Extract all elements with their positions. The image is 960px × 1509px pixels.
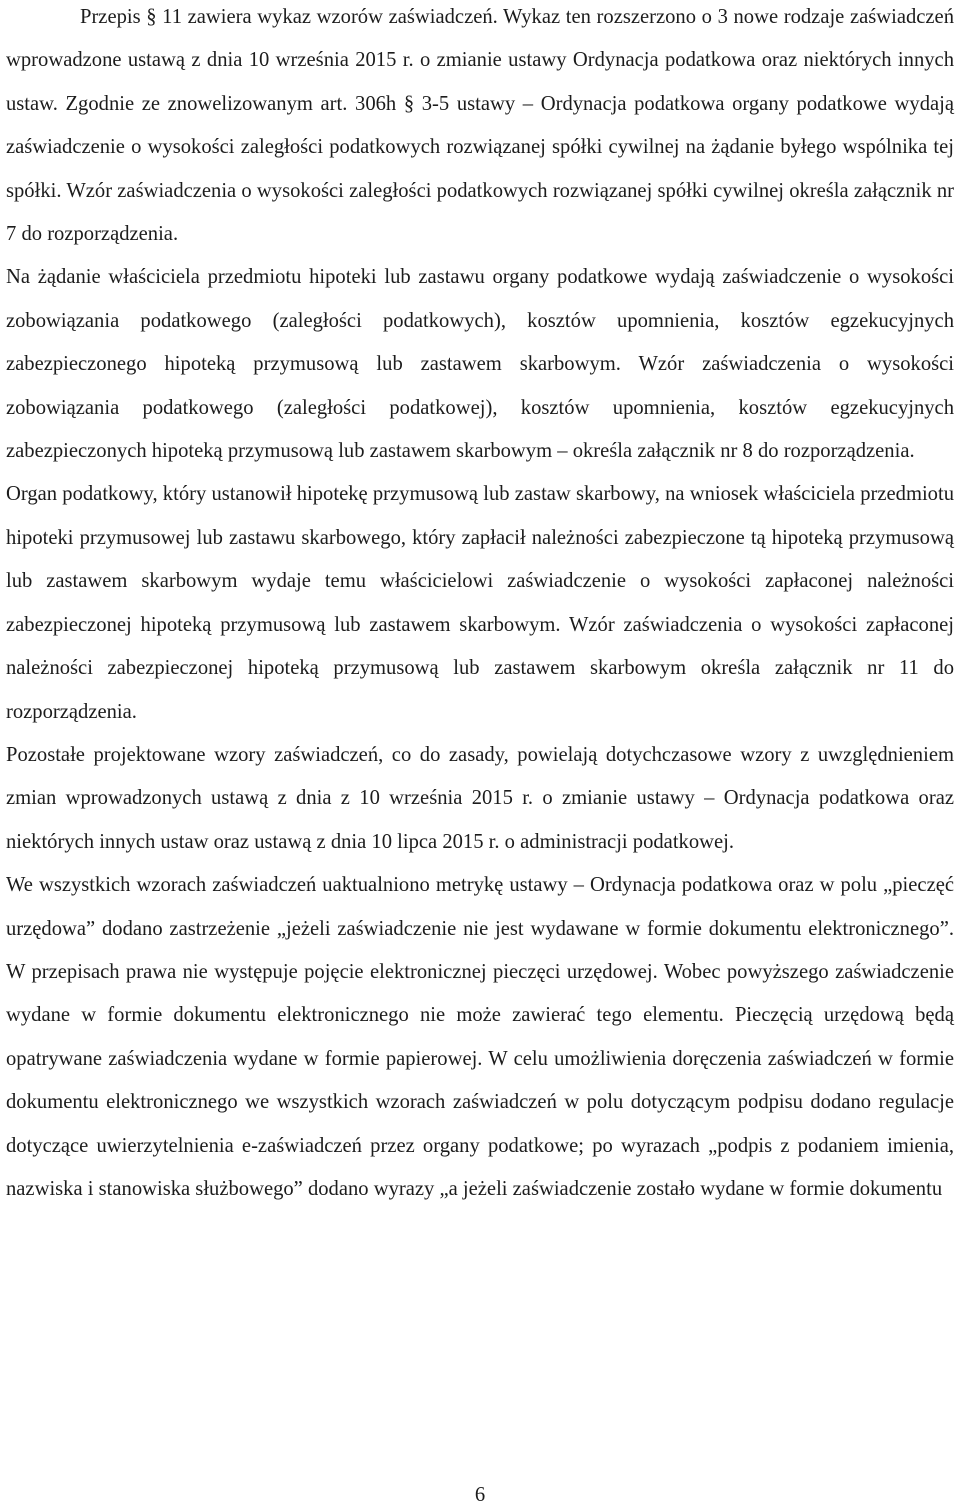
paragraph-official-seal: We wszystkich wzorach zaświadczeń uaktualniono metrykę ustawy – Ordynacja podatkowa oraz w polu „pieczęć urzędowa” dodano zastrzeżenie „jeżeli zaświadczenie nie jest wydawane w formie dokumentu elektronicznego”. W przepisach prawa nie występuje pojęcie elektronicznej pieczęci urzędowej. Wobec powyższego zaświadczenie wydane w formie dokumentu elektronicznego nie może zawierać tego elementu. Pieczęcią urzędową będą opatrywane zaświadczenia wydane w formie papierowej. W celu umożliwienia doręczenia zaświadczeń w formie dokumentu elektronicznego we wszystkich wzorach zaświadczeń w polu dotyczącym podpisu dodano regulacje dotyczące uwierzytelnienia e-zaświadczeń przez organy podatkowe; po wyrazach „podpis z podaniem imienia, nazwiska i stanowiska służbowego” dodano wyrazy „a jeżeli zaświadczenie zostało wydane w formie dokumentu [6, 874, 954, 1200]
paragraph-certificate-list: Przepis § 11 zawiera wykaz wzorów zaświadczeń. Wykaz ten rozszerzono o 3 nowe rodzaje zaświadczeń wprowadzone ustawą z dnia 10 września 2015 r. o zmianie ustawy Ordynacja podatkowa oraz niektórych innych ustaw. Zgodnie ze znowelizowanym art. 306h § 3-5 ustawy – Ordynacja podatkowa organy podatkowe wydają zaświadczenie o wysokości zaległości podatkowych rozwiązanej spółki cywilnej na żądanie byłego wspólnika tej spółki. Wzór zaświadczenia o wysokości zaległości podatkowych rozwiązanej spółki cywilnej określa załącznik nr 7 do rozporządzenia. [6, 6, 954, 246]
paragraph-paid-receivables: Organ podatkowy, który ustanowił hipotekę przymusową lub zastaw skarbowy, na wniosek właściciela przedmiotu hipoteki przymusowej lub zastawu skarbowego, który zapłacił należności zabezpieczone tą hipoteką przymusową lub zastawem skarbowym wydaje temu właścicielowi zaświadczenie o wysokości zapłaconej należności zabezpieczonej hipoteką przymusową lub zastawem skarbowym. Wzór zaświadczenia o wysokości zapłaconej należności zabezpieczonej hipoteką przymusową lub zastawem skarbowym określa załącznik nr 11 do rozporządzenia. [6, 483, 954, 723]
paragraph-mortgage-owner-request: Na żądanie właściciela przedmiotu hipoteki lub zastawu organy podatkowe wydają zaświadczenie o wysokości zobowiązania podatkowego (zaległości podatkowych), kosztów upomnienia, kosztów egzekucyjnych zabezpieczonego hipoteką przymusową lub zastawem skarbowym. Wzór zaświadczenia o wysokości zobowiązania podatkowego (zaległości podatkowej), kosztów upomnienia, kosztów egzekucyjnych zabezpieczonych hipoteką przymusową lub zastawem skarbowym – określa załącznik nr 8 do rozporządzenia. [6, 266, 954, 463]
paragraph-other-templates: Pozostałe projektowane wzory zaświadczeń, co do zasady, powielają dotychczasowe wzory z uwzględnieniem zmian wprowadzonych ustawą z dnia z 10 września 2015 r. o zmianie ustawy – Ordynacja podatkowa oraz niektórych innych ustaw oraz ustawą z dnia 10 lipca 2015 r. o administracji podatkowej. [6, 743, 954, 853]
page-number: 6 [474, 1484, 486, 1506]
document-body [6, 0, 954, 1211]
